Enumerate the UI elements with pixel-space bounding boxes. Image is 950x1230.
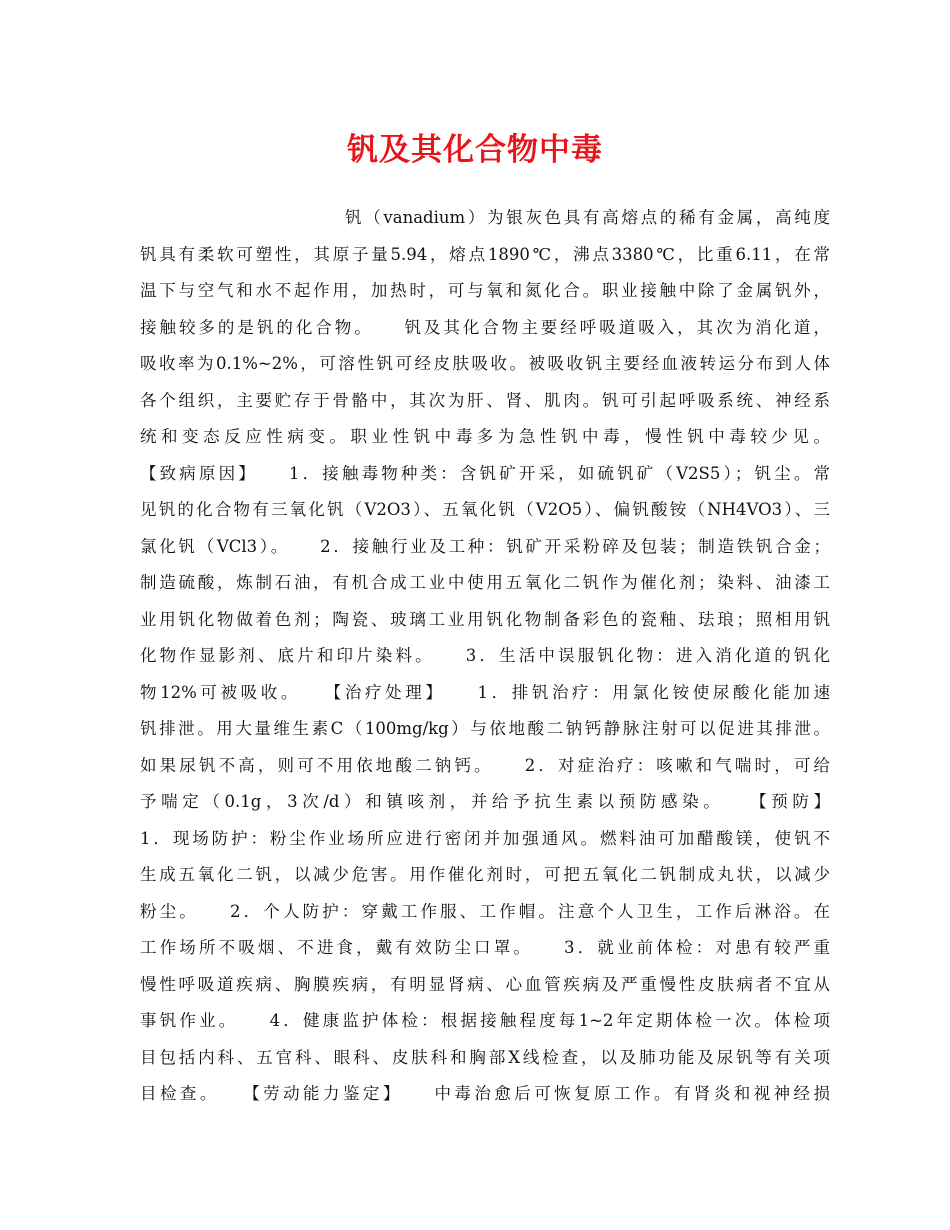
body-line: 统和变态反应性病变。职业性钒中毒多为急性钒中毒，慢性钒中毒较少见。 [140, 427, 830, 446]
body-line: 制造硫酸，炼制石油，有机合成工业中使用五氧化二钒作为催化剂；染料、油漆工 [140, 573, 830, 592]
body-line: 【致病原因】 1．接触毒物种类：含钒矿开采，如硫钒矿（V2S5）；钒尘。常 [140, 463, 830, 483]
body-line: 各个组织，主要贮存于骨骼中，其次为肝、肾、肌肉。钒可引起呼吸系统、神经系 [140, 390, 830, 410]
body-line: 钒排泄。用大量维生素C（100mg/kg）与依地酸二钠钙静脉注射可以促进其排泄。 [140, 719, 830, 738]
body-line: 目包括内科、五官科、眼科、皮肤科和胸部X线检查，以及肺功能及尿钒等有关项 [140, 1047, 830, 1067]
body-line: 钒具有柔软可塑性，其原子量5.94，熔点1890℃，沸点3380℃，比重6.11，在常 [140, 244, 830, 264]
body-line: 化物作显影剂、底片和印片染料。 3．生活中误服钒化物：进入消化道的钒化 [140, 646, 830, 665]
document-title: 钒及其化合物中毒 [347, 132, 603, 168]
body-line: 慢性呼吸道疾病、胸膜疾病，有明显肾病、心血管疾病及严重慢性皮肤病者不宜从 [140, 974, 830, 994]
body-line: 钒（vanadium）为银灰色具有高熔点的稀有金属，高纯度 [345, 208, 830, 227]
body-line: 接触较多的是钒的化合物。 钒及其化合物主要经呼吸道吸入，其次为消化道， [140, 317, 830, 337]
body-line: 工作场所不吸烟、不进食，戴有效防尘口罩。 3．就业前体检：对患有较严重 [140, 938, 830, 957]
document-body [140, 200, 830, 1113]
body-line: 予喘定（0.1g，3次/d）和镇咳剂，并给予抗生素以预防感染。 【预防】 [140, 792, 830, 811]
body-line: 目检查。 【劳动能力鉴定】 中毒治愈后可恢复原工作。有肾炎和视神经损 [140, 1084, 830, 1103]
body-line: 1．现场防护：粉尘作业场所应进行密闭并加强通风。燃料油可加醋酸镁，使钒不 [140, 828, 830, 848]
body-line: 粉尘。 2．个人防护：穿戴工作服、工作帽。注意个人卫生，工作后淋浴。在 [140, 901, 830, 921]
body-line: 见钒的化合物有三氧化钒（V2O3）、五氧化钒（V2O5）、偏钒酸铵（NH4VO3）、三 [140, 500, 830, 519]
body-line: 氯化钒（VCl3）。 2．接触行业及工种：钒矿开采粉碎及包装；制造铁钒合金； [140, 536, 830, 556]
body-line: 业用钒化物做着色剂；陶瓷、玻璃工业用钒化物制备彩色的瓷釉、珐琅；照相用钒 [140, 609, 830, 629]
body-line: 如果尿钒不高，则可不用依地酸二钠钙。 2．对症治疗：咳嗽和气喘时，可给 [140, 755, 830, 775]
body-line: 物12%可被吸收。 【治疗处理】 1．排钒治疗：用氯化铵使尿酸化能加速 [140, 682, 830, 702]
body-line: 生成五氧化二钒，以减少危害。用作催化剂时，可把五氧化二钒制成丸状，以减少 [140, 865, 830, 884]
body-line: 温下与空气和水不起作用，加热时，可与氧和氮化合。职业接触中除了金属钒外， [140, 281, 830, 300]
body-line: 吸收率为0.1%~2%，可溶性钒可经皮肤吸收。被吸收钒主要经血液转运分布到人体 [140, 354, 830, 373]
body-line: 事钒作业。 4．健康监护体检：根据接触程度每1~2年定期体检一次。体检项 [140, 1011, 830, 1030]
